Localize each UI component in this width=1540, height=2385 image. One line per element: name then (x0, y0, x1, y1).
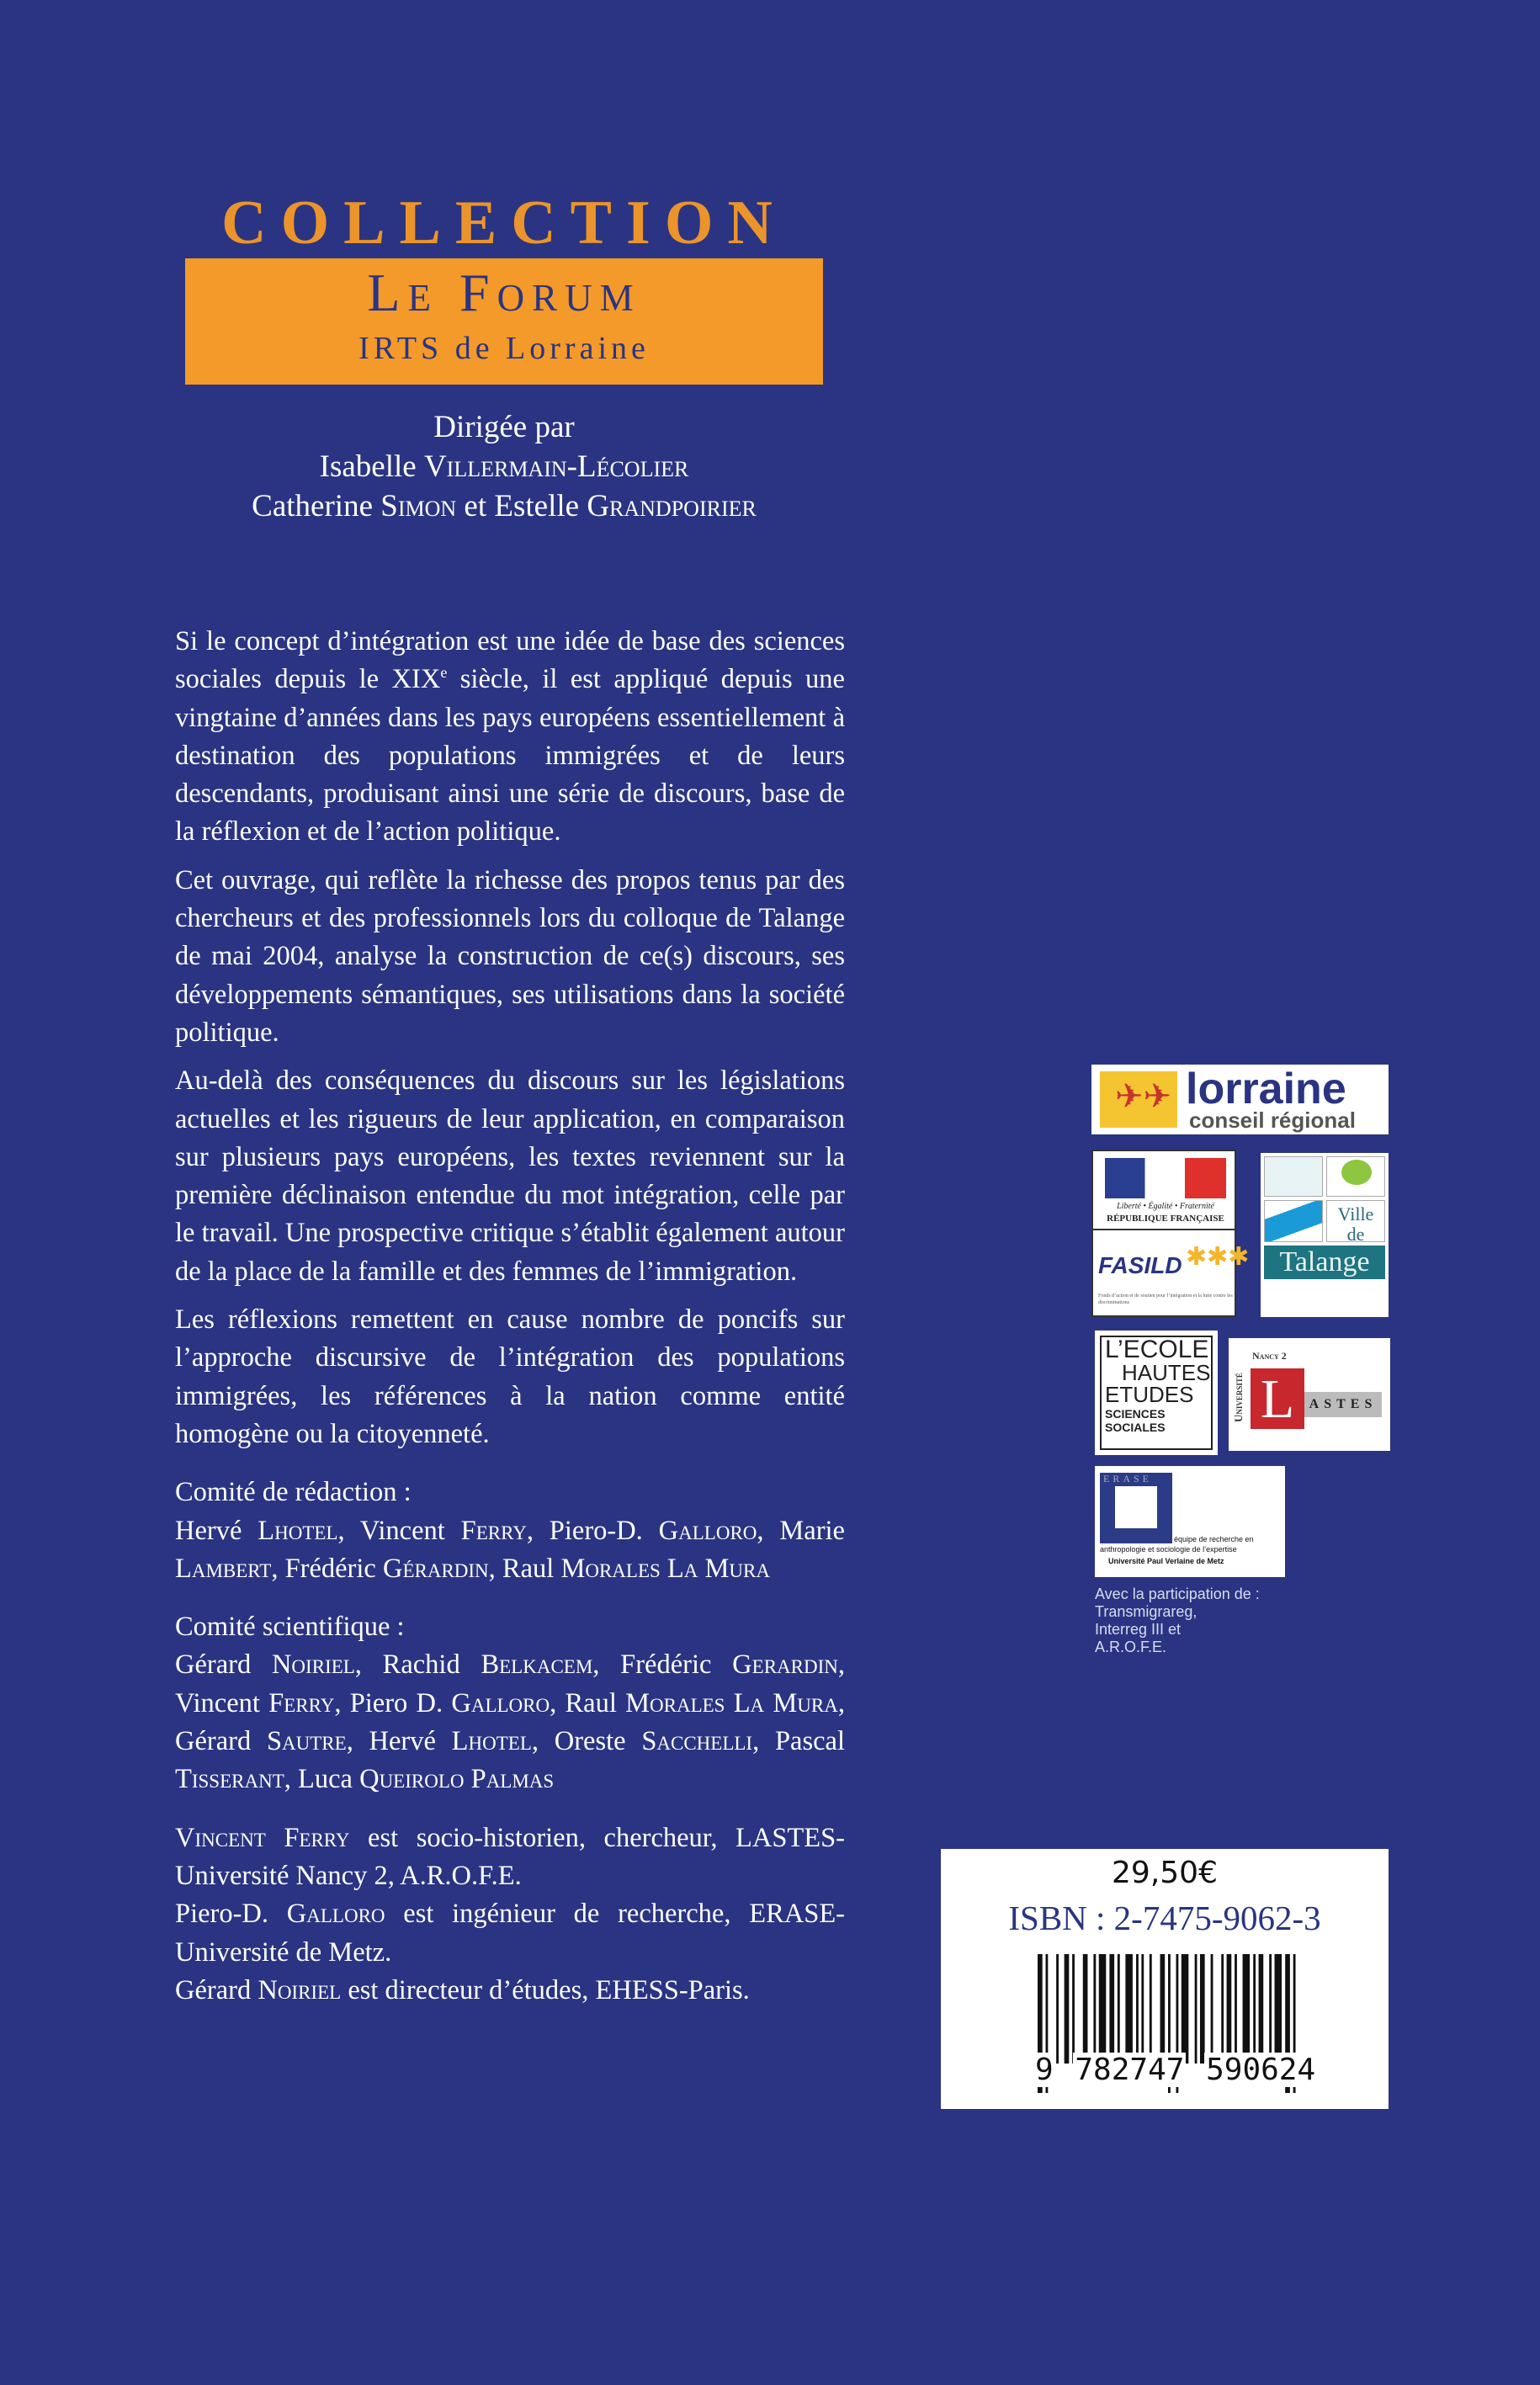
ville-label: Ville (1337, 1203, 1374, 1224)
surname-smallcaps: Lhotel (451, 1726, 532, 1757)
text-segment: Catherine (252, 489, 381, 523)
text-segment: , Marie (757, 1515, 845, 1546)
text-segment: , Vincent (175, 1649, 845, 1718)
surname-smallcaps: Galloro (286, 1899, 385, 1930)
surname-smallcaps: Queirolo Palmas (359, 1764, 555, 1795)
paragraph-1-text-b: siècle, il est appliqué depuis une vingtaine d’années dans les pays européens essentiellement à destination des populations immigrées et de leurs descendants, produisant ainsi une série de discours, base de la réflexion et de l’action politique. (175, 664, 845, 847)
text-segment: , Gérard (175, 1687, 845, 1757)
barcode-bar (1195, 1954, 1197, 2064)
surname-smallcaps: Simon (380, 489, 457, 523)
republique-name: RÉPUBLIQUE FRANÇAISE (1107, 1214, 1224, 1224)
text-segment: est socio-historien, chercheur, LASTES-Université Nancy 2, A.R.O.F.E. (175, 1822, 846, 1891)
text-segment: Hervé (175, 1515, 258, 1546)
lorraine-logo-subtitle: conseil régional (1189, 1108, 1356, 1133)
erase-square-icon (1100, 1473, 1172, 1543)
barcode-bar (1269, 1954, 1272, 2064)
surname-smallcaps: Morales La Mura (625, 1687, 838, 1718)
text-segment: , Vincent (337, 1515, 461, 1546)
participation-line: Avec la participation de : (1095, 1586, 1260, 1602)
paragraph-1-text-a: Si le concept d’intégration est une idée de base des sciences sociales depuis le XIX (175, 626, 845, 695)
barcode-bar (1099, 1954, 1107, 2064)
scientific-label: Comité scientifique : (175, 1612, 405, 1643)
text-segment: , Rachid (354, 1649, 481, 1681)
lastes-logo (1229, 1338, 1390, 1451)
surname-smallcaps: Lhotel (258, 1515, 338, 1546)
barcode-bar (1243, 1954, 1251, 2064)
text-segment: et Estelle (456, 489, 587, 523)
author-bio-2 (175, 1895, 845, 1972)
text-segment: Isabelle (319, 449, 424, 484)
text-segment: , Hervé (346, 1726, 452, 1757)
directors-block (185, 407, 823, 526)
collection-heading: COLLECTION (221, 189, 787, 258)
fasild-name: FASILD (1098, 1252, 1182, 1278)
surname-smallcaps: Ferry (268, 1687, 335, 1718)
barcode-bar (1125, 1954, 1133, 2064)
republique-motto: Liberté • Égalité • Fraternité (1117, 1202, 1214, 1211)
barcode-bar (1141, 1954, 1144, 2064)
participation-line: A.R.O.F.E. (1095, 1639, 1167, 1655)
text-segment: , Raul (488, 1553, 561, 1584)
barcode-bar (1160, 1954, 1166, 2064)
barcode-bar (1200, 1954, 1205, 2064)
superscript: e (440, 664, 448, 682)
text-segment: , Frédéric (271, 1553, 383, 1584)
paragraph-1 (175, 623, 845, 852)
barcode-bar (1259, 1954, 1264, 2064)
republique-fasild-logo (1091, 1150, 1250, 1317)
barcode-bar (1182, 1954, 1189, 2064)
text-segment: , Luca (284, 1764, 360, 1795)
series-banner (185, 258, 823, 385)
barcode-digits (1033, 2053, 1316, 2087)
universite-label: Université (1232, 1373, 1245, 1422)
barcode-bar (1221, 1954, 1224, 2064)
barcode-bar (1275, 1954, 1282, 2064)
surname-smallcaps: Tisserant (175, 1764, 284, 1795)
barcode-bar (1150, 1954, 1152, 2064)
fasild-tagline: Fonds d’action et de soutien pour l’intégration et la lutte contre les discriminations (1098, 1293, 1233, 1305)
barcode-digit-first: 9 (1035, 2053, 1054, 2087)
isbn: ISBN : 2-7475-9062-3 (1008, 1899, 1321, 1937)
tree-icon (1341, 1160, 1372, 1185)
barcode-bar (1253, 1954, 1256, 2064)
surname-smallcaps: Lambert (175, 1553, 272, 1584)
paragraph-4: Les réflexions remettent en cause nombre de poncifs sur l’approche discursive de l’intégration des populations immigrées, les références à la nation comme entité homogène ou la citoyenneté. (175, 1304, 845, 1449)
surname-smallcaps: Villermain-Lécolier (423, 449, 689, 484)
ville-de-panel (1326, 1200, 1385, 1245)
series-institute: IRTS de Lorraine (358, 331, 650, 366)
author-bio-3 (175, 1972, 845, 2010)
barcode-bar (1211, 1954, 1213, 2064)
redaction-label: Comité de rédaction : (175, 1477, 412, 1508)
redaction-members (175, 1512, 845, 1589)
text-segment: Gérard (175, 1974, 258, 2005)
director-line-2 (185, 486, 823, 526)
surname-smallcaps: Sacchelli (641, 1726, 753, 1757)
text-segment: Gérard (175, 1649, 272, 1681)
buildings-icon (1264, 1156, 1323, 1197)
barcode-bar (1093, 1954, 1096, 2064)
barcode-bar (1072, 1954, 1075, 2064)
participation-line: Transmigrareg, (1095, 1603, 1197, 1620)
erase-text-2: anthropologie et sociologie de l’expertise (1100, 1545, 1237, 1554)
barcode-bar (1235, 1954, 1237, 2064)
marianne-flag-icon (1105, 1158, 1226, 1198)
barcode-bar (1109, 1954, 1114, 2064)
surname-smallcaps: Morales La Mura (560, 1553, 770, 1584)
barcode-bar (1083, 1954, 1088, 2064)
price: 29,50€ (1112, 1856, 1218, 1890)
text-segment: , Piero-D. (526, 1515, 659, 1546)
director-line-1 (185, 447, 823, 486)
text-segment: , Frédéric (592, 1649, 733, 1681)
series-title: Le Forum (367, 263, 641, 322)
surname-smallcaps: Gérardin (382, 1553, 489, 1584)
ehess-line-1: L’ECOLE (1105, 1336, 1209, 1363)
surname-smallcaps: Belkacem (481, 1649, 593, 1681)
back-cover-text (175, 623, 845, 2010)
river-icon (1264, 1200, 1323, 1242)
text-segment: Piero-D. (175, 1899, 287, 1930)
text-segment: , Raul (550, 1687, 626, 1718)
lorraine-logo-name: lorraine (1186, 1065, 1346, 1113)
text-segment: , Pascal (752, 1726, 845, 1757)
scientific-members (175, 1646, 845, 1798)
lorraine-region-logo (1091, 1065, 1389, 1134)
ehess-line-2: HAUTES (1122, 1360, 1211, 1385)
text-segment: , Oreste (531, 1726, 642, 1757)
people-icon: ✱✱✱ (1186, 1243, 1250, 1271)
erase-logo (1095, 1466, 1285, 1577)
text-segment: , Piero D. (334, 1687, 452, 1718)
surname-smallcaps: Sautre (266, 1726, 347, 1757)
participation-line: Interreg III et (1095, 1621, 1182, 1638)
participation-note (1095, 1586, 1260, 1656)
barcode-bar (1065, 1954, 1070, 2064)
nancy-label: Nancy 2 (1252, 1350, 1287, 1362)
directors-intro: Dirigée par (433, 410, 575, 444)
surname-smallcaps: Noiriel (271, 1649, 355, 1681)
ehess-line-4: SCIENCES (1105, 1407, 1166, 1421)
surname-smallcaps: Grandpoirier (587, 489, 757, 523)
lastes-l-mark: L (1251, 1368, 1304, 1429)
lorraine-flag-icon: ✈✈ (1100, 1071, 1177, 1128)
barcode-digits-right: 590624 (1206, 2053, 1316, 2087)
erase-text-1: équipe de recherche en (1174, 1535, 1254, 1543)
talange-logo (1261, 1153, 1389, 1317)
surname-smallcaps: Galloro (451, 1687, 550, 1718)
surname-smallcaps: Vincent Ferry (175, 1822, 350, 1853)
text-segment: est directeur d’études, EHESS-Paris. (341, 1974, 750, 2005)
barcode-bar (1227, 1954, 1232, 2064)
surname-smallcaps: Ferry (460, 1515, 527, 1546)
de-label: de (1346, 1224, 1365, 1245)
author-bio-1 (175, 1819, 845, 1896)
talange-name: Talange (1264, 1246, 1385, 1279)
ehess-logo (1095, 1331, 1218, 1455)
surname-smallcaps: Gerardin (732, 1649, 838, 1681)
surname-smallcaps: Galloro (658, 1515, 757, 1546)
ehess-line-5: SOCIALES (1105, 1421, 1166, 1434)
barcode-bar (1118, 1954, 1120, 2064)
erase-text-3: Université Paul Verlaine de Metz (1108, 1557, 1224, 1565)
barcode-bar (1056, 1954, 1059, 2064)
paragraph-3: Au-delà des conséquences du discours sur les législations actuelles et les rigueurs de leur application, en comparaison sur plusieurs pays européens, les textes reviennent sur la première déclinaison entendue du mot intégration, celle par le travail. Une prospective critique s’établit également autour de la place de la famille et des femmes de l’immigration. (175, 1065, 845, 1287)
paragraph-2: Cet ouvrage, qui reflète la richesse des propos tenus par des chercheurs et des professionnels lors du colloque de Talange de mai 2004, analyse la construction de ce(s) discours, ses développements sémantiques, ses utilisations dans la société politique. (175, 864, 845, 1048)
price-isbn-box (941, 1849, 1389, 2109)
text-segment: est ingénieur de recherche, ERASE-Université de Metz. (175, 1899, 845, 1968)
lastes-name: ASTES (1304, 1392, 1382, 1417)
divider (1093, 1229, 1235, 1230)
surname-smallcaps: Noiriel (258, 1974, 342, 2005)
barcode-bar (1136, 1954, 1139, 2064)
erase-mark: ERASE (1103, 1473, 1153, 1485)
barcode-digits-left: 782747 (1075, 2053, 1185, 2087)
ehess-line-3: ETUDES (1105, 1382, 1194, 1407)
